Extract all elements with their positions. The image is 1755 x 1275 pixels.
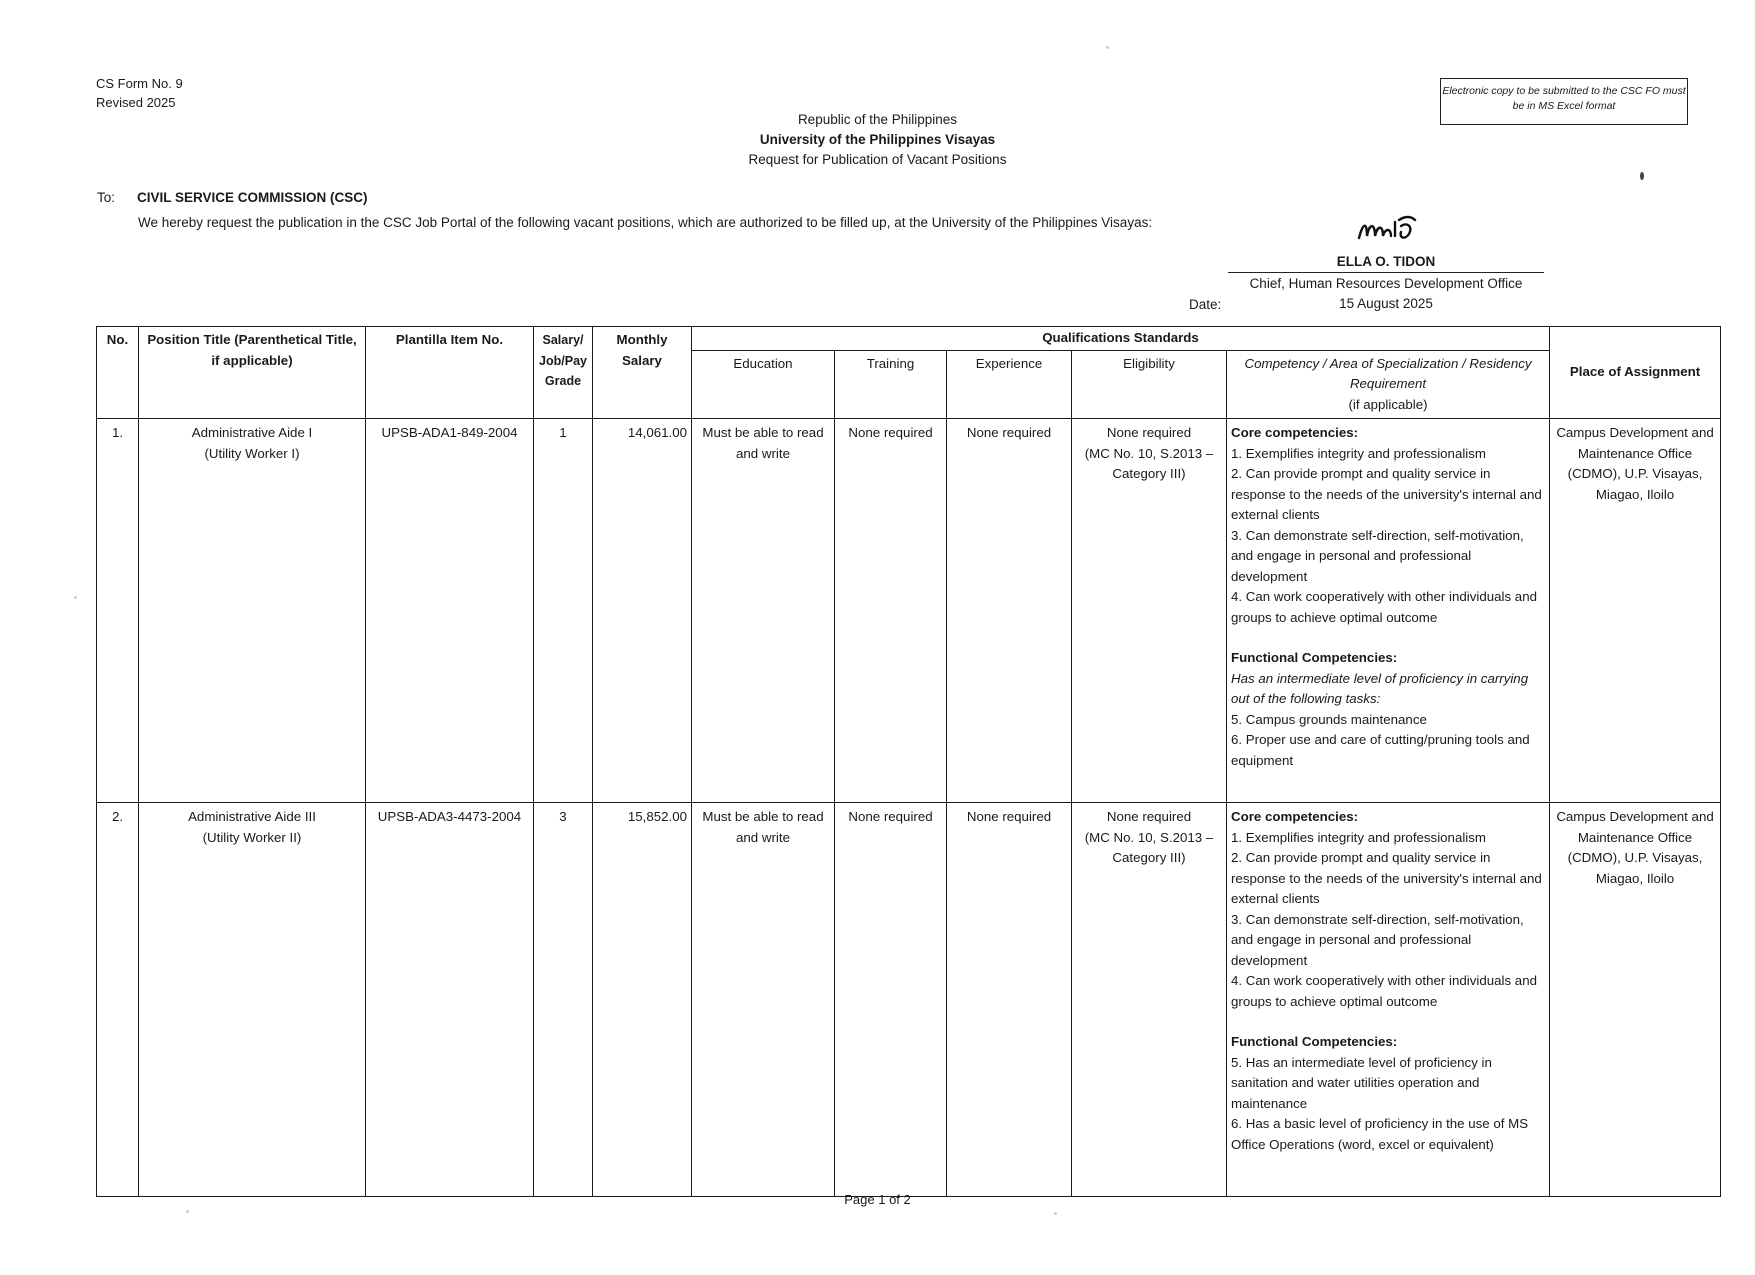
education-requirement: Must be able to read and write xyxy=(692,803,835,1197)
eligibility-requirement: None required xyxy=(1106,425,1192,440)
experience-requirement: None required xyxy=(947,803,1072,1197)
eligibility-note: (MC No. 10, S.2013 – Category III) xyxy=(1084,445,1214,481)
header-eligibility: Eligibility xyxy=(1072,350,1227,419)
page-number: Page 1 of 2 xyxy=(844,1192,911,1207)
scan-speck xyxy=(74,596,77,599)
form-revised: Revised 2025 xyxy=(96,95,176,110)
addressee: CIVIL SERVICE COMMISSION (CSC) xyxy=(137,190,368,205)
parenthetical-title: (Utility Worker II) xyxy=(202,829,302,845)
functional-competencies-heading: Functional Competencies: xyxy=(1231,1034,1398,1049)
row-number: 2. xyxy=(97,803,139,1197)
row-number: 1. xyxy=(97,419,139,803)
position-title: Administrative Aide I xyxy=(191,425,313,440)
header-competency-title: Competency / Area of Specialization / Residency Requirement xyxy=(1244,355,1532,391)
scan-speck xyxy=(186,1210,189,1213)
header-plantilla: Plantilla Item No. xyxy=(366,327,534,419)
scan-speck xyxy=(1054,1212,1057,1215)
table-row xyxy=(97,803,1721,1197)
header-training: Training xyxy=(835,350,947,419)
plantilla-item: UPSB-ADA1-849-2004 xyxy=(366,419,534,803)
intro-text: We hereby request the publication in the CSC Job Portal of the following vacant positions, which are authorized to be filled up, at the University of the Philippines Visayas: xyxy=(138,215,1153,230)
experience-requirement: None required xyxy=(947,419,1072,803)
eligibility-note: (MC No. 10, S.2013 – Category III) xyxy=(1084,829,1214,865)
competency-cell xyxy=(1227,419,1550,803)
header-subject: Request for Publication of Vacant Positions xyxy=(748,152,1007,167)
monthly-salary: 14,061.00 xyxy=(593,419,692,803)
functional-competency-item: 6. Has a basic level of proficiency in the use of MS Office Operations (word, excel or equivalent) xyxy=(1231,1116,1529,1152)
functional-competency-item: 5. Has an intermediate level of proficiency in sanitation and water utilities operation and maintenance xyxy=(1231,1054,1492,1111)
functional-competencies-heading: Functional Competencies: xyxy=(1231,650,1398,665)
monthly-salary: 15,852.00 xyxy=(593,803,692,1197)
excel-format-note: Electronic copy to be submitted to the CSC FO must be in MS Excel format xyxy=(1440,78,1688,125)
header-agency: University of the Philippines Visayas xyxy=(759,132,996,147)
header-qualifications: Qualifications Standards xyxy=(692,327,1550,351)
training-requirement: None required xyxy=(835,803,947,1197)
header-experience: Experience xyxy=(947,350,1072,419)
core-competency-item: 1. Exemplifies integrity and professionalism xyxy=(1231,445,1486,461)
header-competency-note: (if applicable) xyxy=(1348,396,1428,412)
scan-speck xyxy=(1106,46,1109,49)
competency-cell xyxy=(1227,803,1550,1197)
date-value: 15 August 2025 xyxy=(1339,296,1433,311)
signature-line xyxy=(1228,272,1544,273)
signature-mark xyxy=(1355,212,1419,254)
eligibility-cell xyxy=(1072,419,1227,803)
header-country: Republic of the Philippines xyxy=(797,112,958,127)
core-competency-item: 3. Can demonstrate self-direction, self-motivation, and engage in personal and professional development xyxy=(1231,911,1524,968)
header-competency xyxy=(1227,350,1550,419)
signatory-name: ELLA O. TIDON xyxy=(1336,254,1436,269)
core-competency-item: 2. Can provide prompt and quality service in response to the needs of the university's internal and external clients xyxy=(1231,466,1542,522)
core-competencies-heading: Core competencies: xyxy=(1231,809,1359,824)
header-monthly-salary: Monthly Salary xyxy=(593,327,692,419)
signatory-position: Chief, Human Resources Development Office xyxy=(1249,276,1523,291)
to-label: To: xyxy=(97,190,116,205)
parenthetical-title: (Utility Worker I) xyxy=(204,445,300,461)
document-header xyxy=(0,110,1755,170)
functional-competency-item: 6. Proper use and care of cutting/pruning tools and equipment xyxy=(1231,732,1530,768)
core-competency-item: 4. Can work cooperatively with other individuals and groups to achieve optimal outcome xyxy=(1231,589,1537,625)
place-of-assignment: Campus Development and Maintenance Office (CDMO), U.P. Visayas, Miagao, Iloilo xyxy=(1550,419,1721,803)
date-label: Date: xyxy=(1189,297,1222,312)
addressee-line xyxy=(97,190,368,205)
core-competency-item: 2. Can provide prompt and quality service in response to the needs of the university's internal and external clients xyxy=(1231,850,1542,906)
form-number-block xyxy=(96,74,183,112)
functional-competency-item: 5. Campus grounds maintenance xyxy=(1231,711,1427,727)
position-title-cell xyxy=(139,803,366,1197)
salary-grade: 3 xyxy=(534,803,593,1197)
header-place: Place of Assignment xyxy=(1550,327,1721,419)
spacer xyxy=(1231,1012,1545,1032)
training-requirement: None required xyxy=(835,419,947,803)
position-title: Administrative Aide III xyxy=(188,809,316,824)
salary-grade: 1 xyxy=(534,419,593,803)
vacant-positions-table xyxy=(96,326,1721,1197)
education-requirement: Must be able to read and write xyxy=(692,419,835,803)
spacer xyxy=(1231,628,1545,648)
position-title-cell xyxy=(139,419,366,803)
plantilla-item: UPSB-ADA3-4473-2004 xyxy=(366,803,534,1197)
header-position-title: Position Title (Parenthetical Title, if applicable) xyxy=(139,327,366,419)
scan-speck xyxy=(1640,172,1644,180)
form-number: CS Form No. 9 xyxy=(96,76,183,91)
eligibility-cell xyxy=(1072,803,1227,1197)
core-competency-item: 1. Exemplifies integrity and professionalism xyxy=(1231,829,1486,845)
table-row xyxy=(97,419,1721,803)
functional-competencies-intro: Has an intermediate level of proficiency in carrying out of the following tasks: xyxy=(1231,670,1529,706)
core-competency-item: 3. Can demonstrate self-direction, self-motivation, and engage in personal and professional development xyxy=(1231,527,1524,584)
eligibility-requirement: None required xyxy=(1106,809,1192,824)
core-competency-item: 4. Can work cooperatively with other individuals and groups to achieve optimal outcome xyxy=(1231,973,1537,1009)
place-of-assignment: Campus Development and Maintenance Office (CDMO), U.P. Visayas, Miagao, Iloilo xyxy=(1550,803,1721,1197)
header-grade: Salary/ Job/Pay Grade xyxy=(534,327,593,419)
header-education: Education xyxy=(692,350,835,419)
core-competencies-heading: Core competencies: xyxy=(1231,425,1359,440)
header-no: No. xyxy=(97,327,139,419)
